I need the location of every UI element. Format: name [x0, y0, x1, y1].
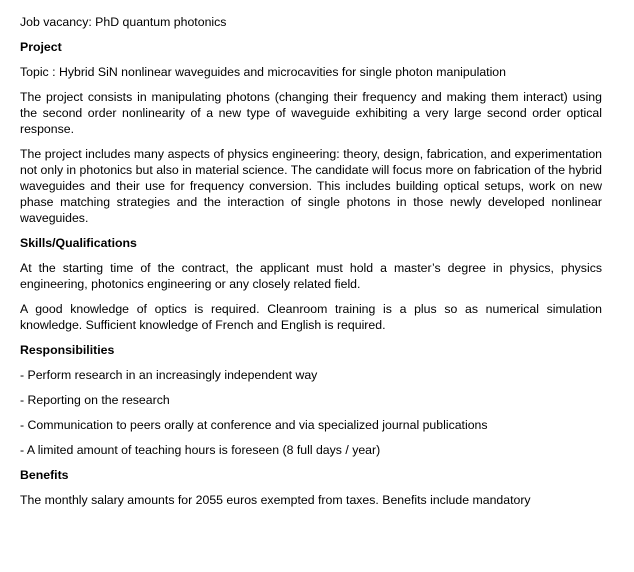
responsibilities-heading: Responsibilities	[20, 343, 115, 357]
skills-heading: Skills/Qualifications	[20, 236, 137, 250]
responsibility-item: - Perform research in an increasingly independent way	[20, 368, 318, 382]
responsibility-item: - Reporting on the research	[20, 393, 170, 407]
responsibility-item: - A limited amount of teaching hours is foreseen (8 full days / year)	[20, 443, 381, 457]
project-topic: Topic : Hybrid SiN nonlinear waveguides and microcavities for single photon manipulation	[20, 65, 506, 79]
document-page	[20, 14, 602, 517]
document-title: Job vacancy: PhD quantum photonics	[20, 15, 227, 29]
project-paragraph-1: The project consists in manipulating photons (changing their frequency and making them interact) using the second order nonlinearity of a new type of waveguide exhibiting a very large second order optical response.	[20, 90, 602, 136]
project-heading: Project	[20, 40, 62, 54]
benefits-paragraph: The monthly salary amounts for 2055 euros exempted from taxes. Benefits include mandatory	[20, 493, 531, 507]
skills-paragraph-2: A good knowledge of optics is required. Cleanroom training is a plus so as numerical simulation knowledge. Sufficient knowledge of French and English is required.	[20, 302, 602, 332]
benefits-heading: Benefits	[20, 468, 69, 482]
responsibility-item: - Communication to peers orally at conference and via specialized journal publications	[20, 418, 488, 432]
project-paragraph-2: The project includes many aspects of physics engineering: theory, design, fabrication, and experimentation not only in photonics but also in material science. The candidate will focus more on fabrication of the hybrid waveguides and their use for frequency conversion. This includes building optical setups, work on new phase matching strategies and the interaction of single photons in those newly developed nonlinear waveguides.	[20, 147, 602, 225]
skills-paragraph-1: At the starting time of the contract, the applicant must hold a master’s degree in physics, physics engineering, photonics engineering or any closely related field.	[20, 261, 602, 291]
